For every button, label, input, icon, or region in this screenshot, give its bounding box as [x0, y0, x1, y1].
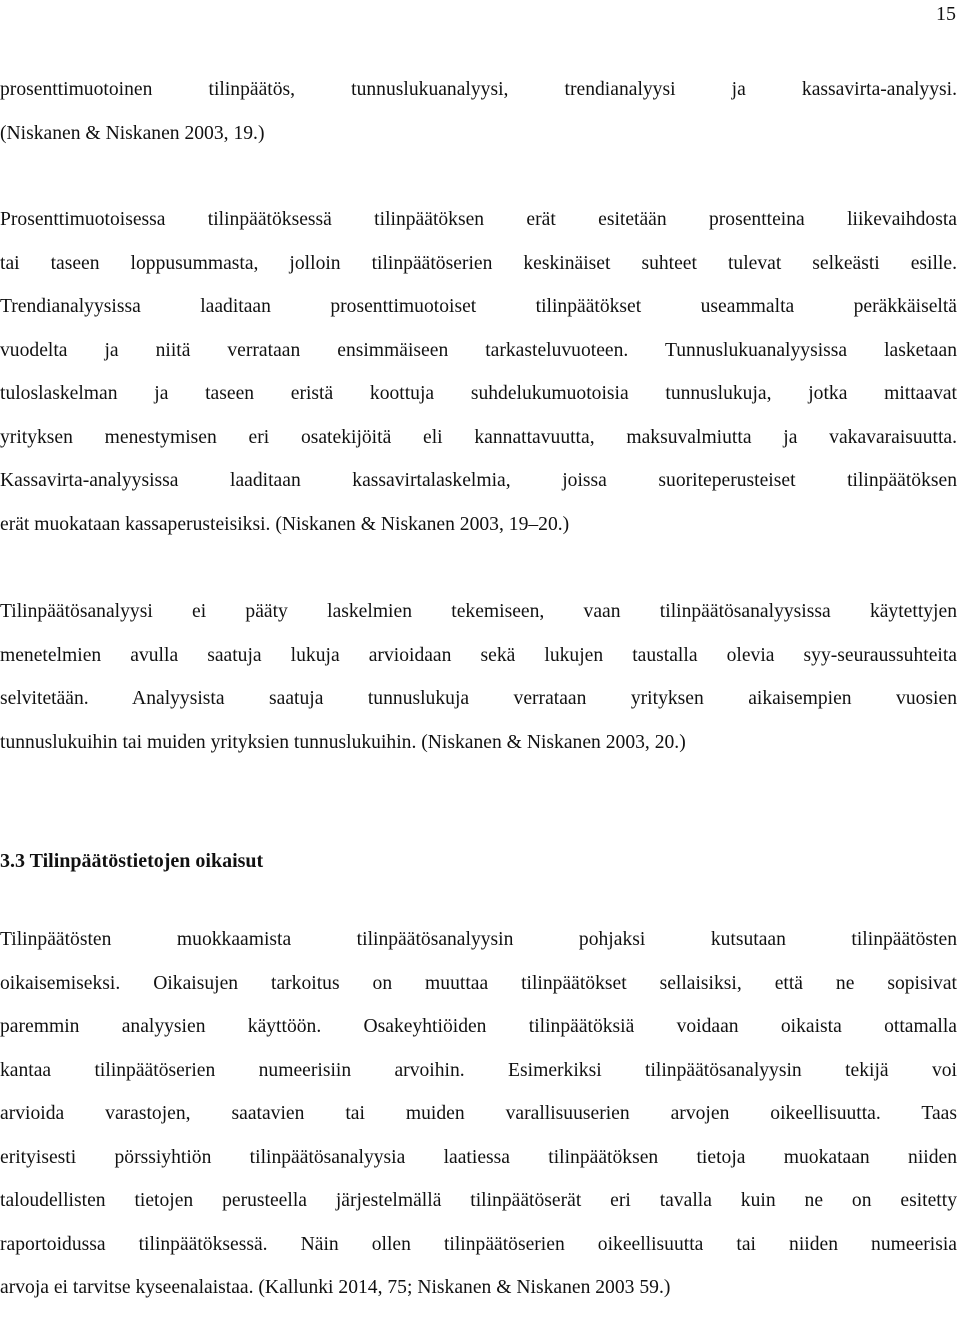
text-line: tai taseen loppusummasta, jolloin tilinpäätöserien keskinäiset suhteet tulevat selkeästi esille.	[0, 252, 957, 274]
text-line: Tilinpäätösanalyysi ei pääty laskelmien tekemiseen, vaan tilinpäätösanalyysissa käytettyjen	[0, 601, 957, 622]
text-line: prosenttimuotoinen tilinpäätös, tunnuslukuanalyysi, trendianalyysi ja kassavirta-analyysi.	[0, 79, 957, 100]
text-line: menetelmien avulla saatuja lukuja arvioidaan sekä lukujen taustalla olevia syy-seuraussuhteita	[0, 644, 957, 666]
section-spacer	[0, 764, 957, 844]
section-heading: 3.3 Tilinpäätöstietojen oikaisut	[0, 850, 264, 872]
text-line: oikaisemiseksi. Oikaisujen tarkoitus on muuttaa tilinpäätökset sellaisiksi, että ne sopisivat	[0, 972, 957, 994]
text-line: (Niskanen & Niskanen 2003, 19.)	[0, 122, 265, 144]
text-line: erät muokataan kassaperusteisiksi. (Niskanen & Niskanen 2003, 19–20.)	[0, 513, 570, 535]
document-body	[0, 68, 957, 1310]
heading-spacer	[0, 876, 957, 918]
text-line: arvoja ei tarvitse kyseenalaistaa. (Kallunki 2014, 75; Niskanen & Niskanen 2003 59.)	[0, 1277, 671, 1298]
text-line: erityisesti pörssiyhtiön tilinpäätösanalyysia laatiessa tilinpäätöksen tietoja muokataan niiden	[0, 1146, 957, 1168]
text-line: Kassavirta-analyysissa laaditaan kassavirtalaskelmia, joissa suoriteperusteiset tilinpäätöksen	[0, 470, 957, 491]
paragraph-spacer	[0, 546, 957, 590]
text-line: tunnuslukuihin tai muiden yrityksien tunnuslukuihin. (Niskanen & Niskanen 2003, 20.)	[0, 731, 686, 753]
text-line: raportoidussa tilinpäätöksessä. Näin ollen tilinpäätöserien oikeellisuutta tai niiden numeerisia	[0, 1233, 958, 1255]
paragraph-spacer	[0, 155, 957, 198]
text-line: Tilinpäätösten muokkaamista tilinpäätösanalyysin pohjaksi kutsutaan tilinpäätösten	[0, 929, 957, 950]
text-line: kantaa tilinpäätöserien numeerisiin arvoihin. Esimerkiksi tilinpäätösanalyysin tekijä voi	[0, 1059, 957, 1081]
text-line: selvitetään. Analyysista saatuja tunnuslukuja verrataan yrityksen aikaisempien vuosien	[0, 688, 957, 709]
text-line: yrityksen menestymisen eri osatekijöitä eli kannattavuutta, maksuvalmiutta ja vakavaraisuutta.	[0, 426, 958, 448]
text-line: taloudellisten tietojen perusteella järjestelmällä tilinpäätöserät eri tavalla kuin ne on esitetty	[0, 1190, 957, 1211]
paragraph-analysis-methods	[0, 198, 957, 546]
page-number: 15	[936, 3, 956, 25]
text-line: Prosenttimuotoisessa tilinpäätöksessä tilinpäätöksen erät esitetään prosentteina liikevaihdosta	[0, 209, 957, 230]
text-line: vuodelta ja niitä verrataan ensimmäiseen tarkasteluvuoteen. Tunnuslukuanalyysissa lasketaan	[0, 339, 957, 361]
paragraph-adjustments	[0, 918, 957, 1310]
text-line: arvioida varastojen, saatavien tai muiden varallisuuserien arvojen oikeellisuutta. Taas	[0, 1103, 957, 1124]
text-line: Trendianalyysissa laaditaan prosenttimuotoiset tilinpäätökset useammalta peräkkäiseltä	[0, 296, 957, 317]
paragraph-intro	[0, 68, 957, 155]
text-line: tuloslaskelman ja taseen eristä koottuja suhdelukumuotoisia tunnuslukuja, jotka mittaavat	[0, 383, 958, 404]
text-line: paremmin analyysien käyttöön. Osakeyhtiöiden tilinpäätöksiä voidaan oikaista ottamalla	[0, 1016, 957, 1037]
paragraph-analysis-evaluation	[0, 590, 957, 764]
